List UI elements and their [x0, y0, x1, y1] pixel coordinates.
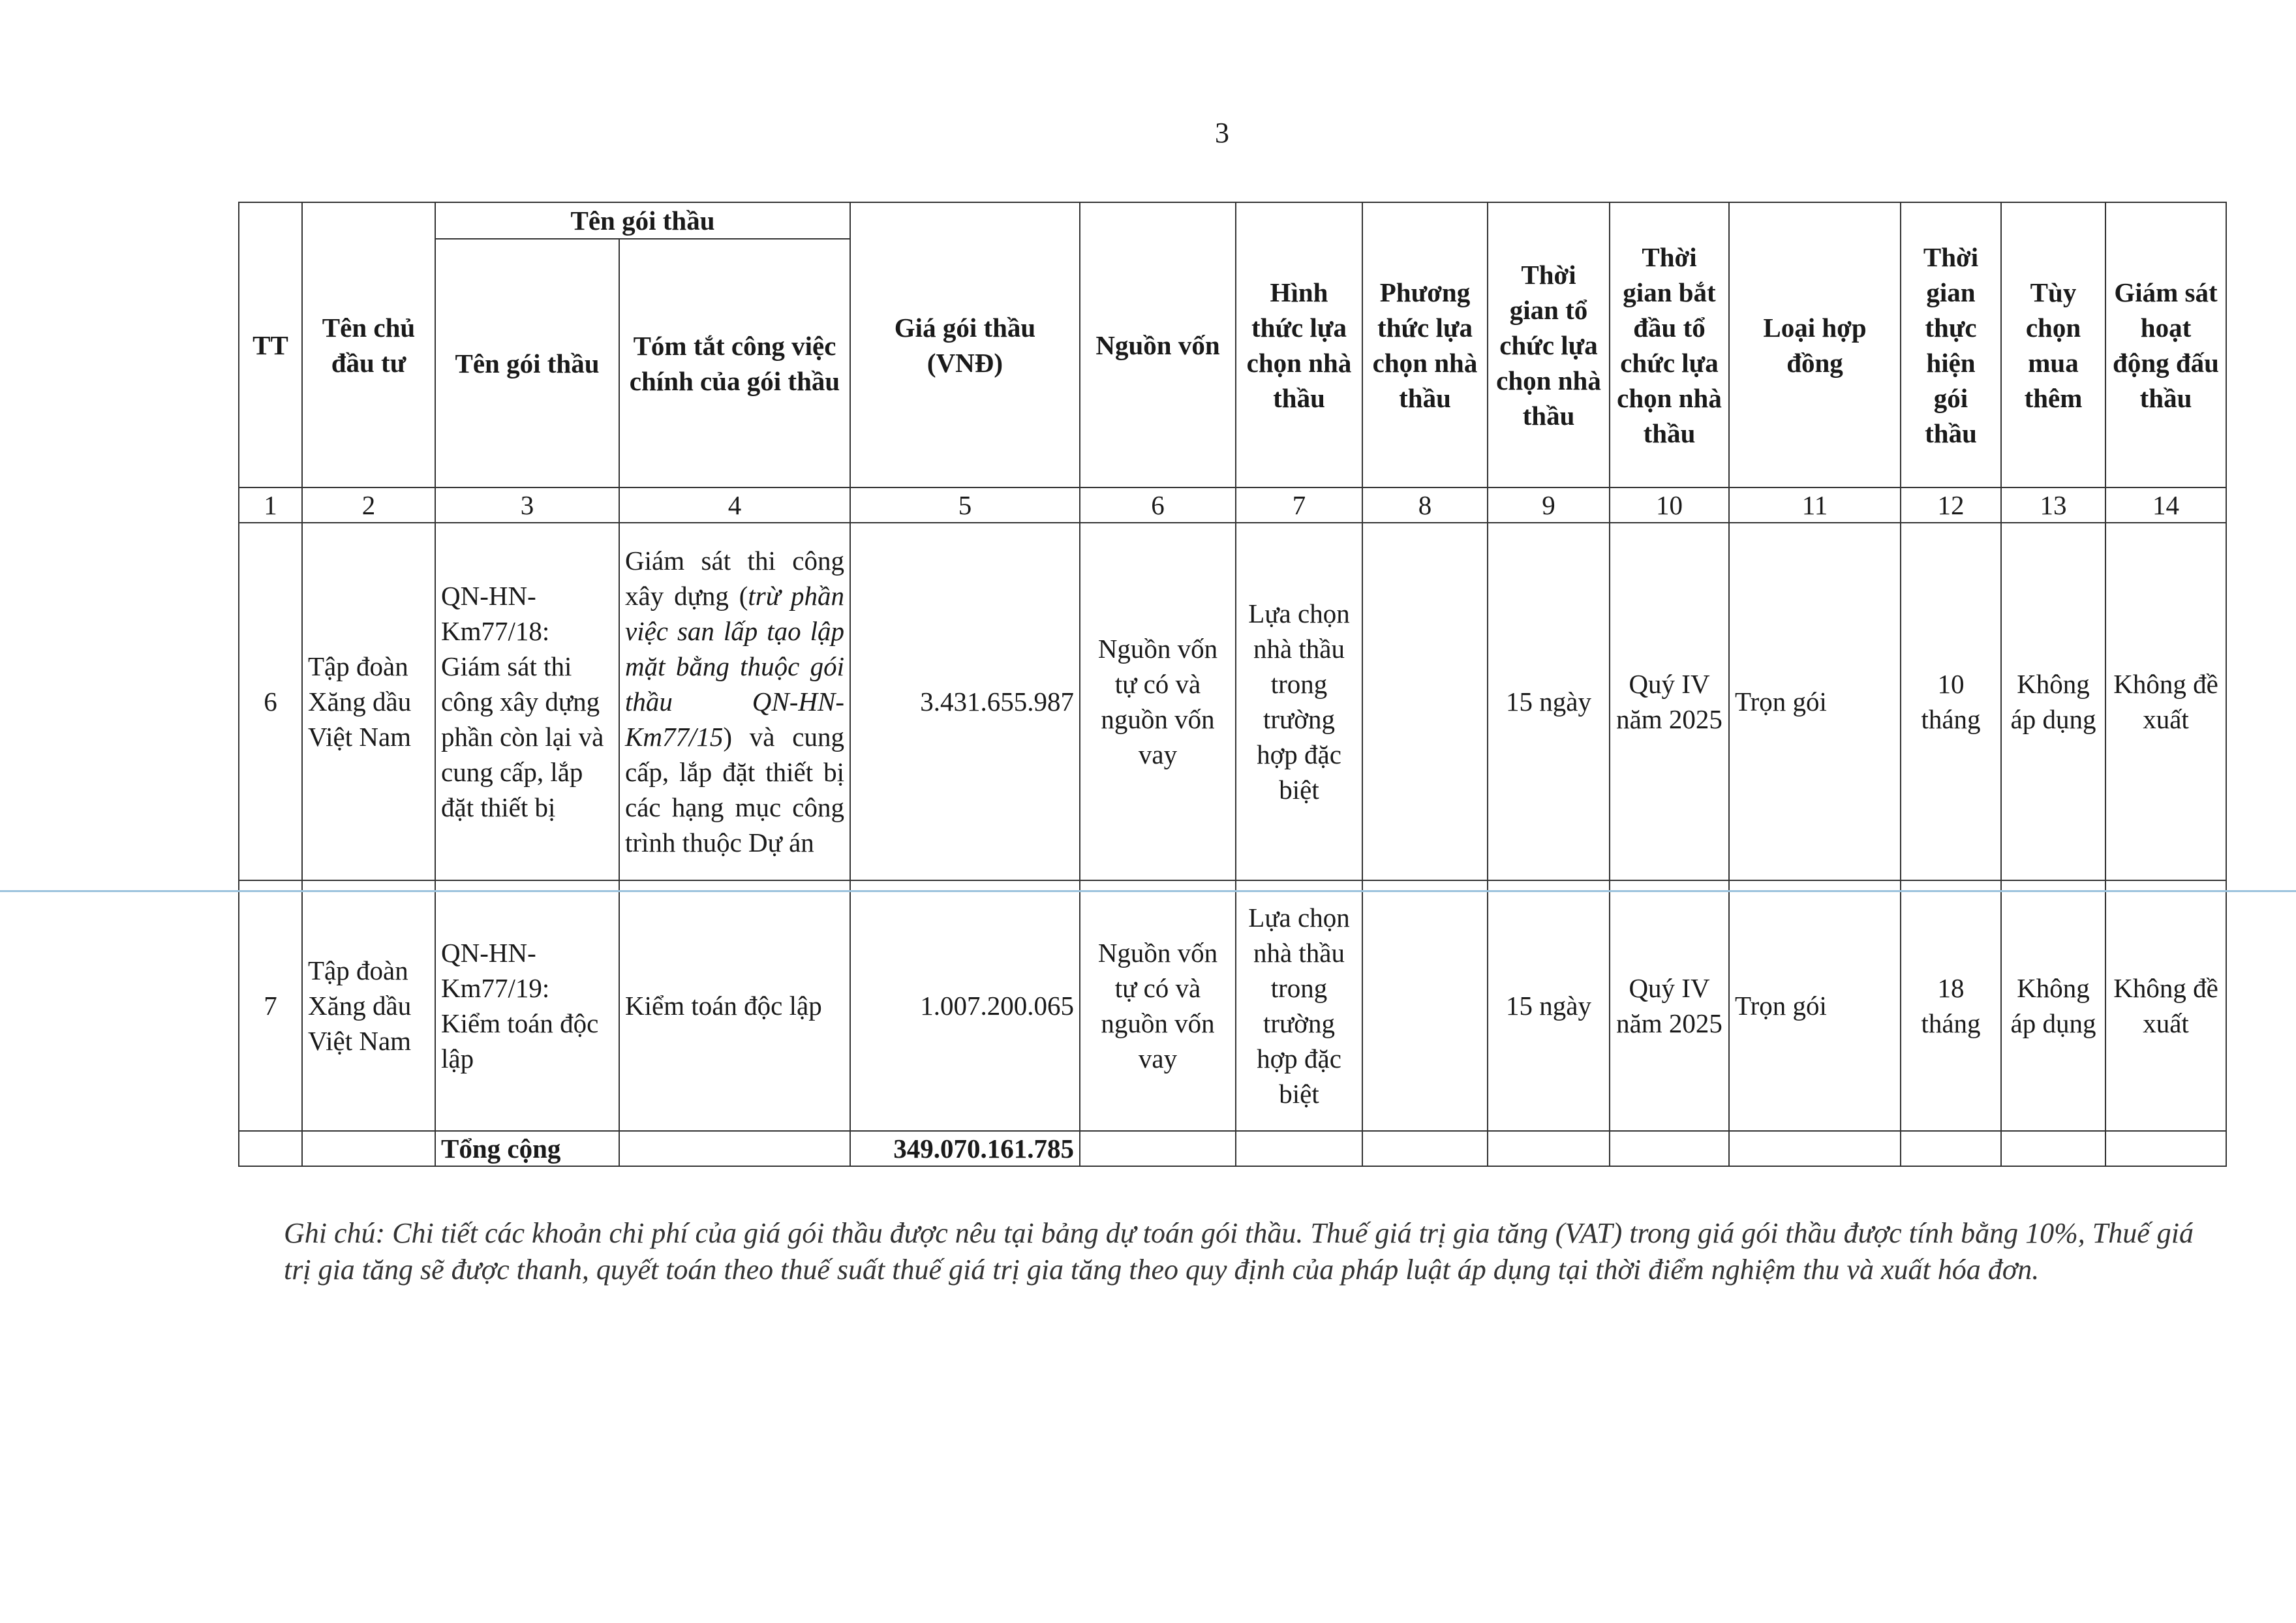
- tt-cell: 6: [239, 523, 302, 880]
- header-fund: Nguồn vốn: [1080, 202, 1236, 487]
- start-time-cell: Quý IV năm 2025: [1610, 880, 1729, 1131]
- method-cell: [1362, 880, 1488, 1131]
- empty-cell: [2105, 1131, 2226, 1166]
- col-num: 1: [239, 487, 302, 523]
- header-price: Giá gói thầu (VNĐ): [850, 202, 1080, 487]
- header-row: [239, 202, 2226, 239]
- empty-cell: [1901, 1131, 2001, 1166]
- summary-cell: [619, 523, 850, 880]
- option-cell: Không áp dụng: [2001, 523, 2105, 880]
- empty-cell: [1729, 1131, 1901, 1166]
- header-start-time: Thời gian bắt đầu tổ chức lựa chọn nhà thầu: [1610, 202, 1729, 487]
- bid-package-table: [238, 202, 2227, 1167]
- form-cell: Lựa chọn nhà thầu trong trường hợp đặc biệt: [1236, 880, 1362, 1131]
- header-summary: Tóm tắt công việc chính của gói thầu: [619, 239, 850, 487]
- fund-cell: Nguồn vốn tự có và nguồn vốn vay: [1080, 523, 1236, 880]
- package-cell: QN-HN-Km77/19: Kiểm toán độc lập: [435, 880, 619, 1131]
- header-tt: TT: [239, 202, 302, 487]
- empty-cell: [1362, 1131, 1488, 1166]
- col-num: 4: [619, 487, 850, 523]
- header-monitoring: Giám sát hoạt động đấu thầu: [2105, 202, 2226, 487]
- empty-cell: [619, 1131, 850, 1166]
- total-row: [239, 1131, 2226, 1166]
- select-time-cell: 15 ngày: [1488, 523, 1610, 880]
- header-investor: Tên chủ đầu tư: [302, 202, 435, 487]
- empty-cell: [2001, 1131, 2105, 1166]
- header-option: Tùy chọn mua thêm: [2001, 202, 2105, 487]
- col-num: 10: [1610, 487, 1729, 523]
- summary-text: ) và cung cấp, lắp đặt thiết bị các hạng mục công trình thuộc Dự án: [625, 722, 844, 858]
- investor-cell: Tập đoàn Xăng dầu Việt Nam: [302, 880, 435, 1131]
- col-num: 14: [2105, 487, 2226, 523]
- header-duration: Thời gian thực hiện gói thầu: [1901, 202, 2001, 487]
- contract-cell: Trọn gói: [1729, 880, 1901, 1131]
- col-num: 2: [302, 487, 435, 523]
- col-num: 7: [1236, 487, 1362, 523]
- fund-cell: Nguồn vốn tự có và nguồn vốn vay: [1080, 880, 1236, 1131]
- summary-cell: Kiểm toán độc lập: [619, 880, 850, 1131]
- total-value: 349.070.161.785: [850, 1131, 1080, 1166]
- header-group: Tên gói thầu: [435, 202, 850, 239]
- investor-cell: Tập đoàn Xăng dầu Việt Nam: [302, 523, 435, 880]
- col-num: 9: [1488, 487, 1610, 523]
- price-cell: 1.007.200.065: [850, 880, 1080, 1131]
- select-time-cell: 15 ngày: [1488, 880, 1610, 1131]
- table-row: [239, 880, 2226, 1131]
- price-cell: 3.431.655.987: [850, 523, 1080, 880]
- col-num: 3: [435, 487, 619, 523]
- method-cell: [1362, 523, 1488, 880]
- column-number-row: [239, 487, 2226, 523]
- header-package: Tên gói thầu: [435, 239, 619, 487]
- table-row: [239, 523, 2226, 880]
- total-label: Tổng cộng: [435, 1131, 619, 1166]
- col-num: 8: [1362, 487, 1488, 523]
- col-num: 11: [1729, 487, 1901, 523]
- summary-italic-text: trừ phần việc san lấp tạo lập mặt bằng thuộc gói thầu QN-HN-Km77/15: [625, 581, 844, 752]
- package-cell: QN-HN-Km77/18: Giám sát thi công xây dựng phần còn lại và cung cấp, lắp đặt thiết bị: [435, 523, 619, 880]
- col-num: 6: [1080, 487, 1236, 523]
- footnote: Ghi chú: Chi tiết các khoản chi phí của giá gói thầu được nêu tại bảng dự toán gói thầu. Thuế giá trị gia tăng (VAT) trong giá gói thầu được tính bằng 10%, Thuế giá trị gia tăng sẽ được thanh, quyết toán theo thuế suất thuế giá trị gia tăng theo quy định của pháp luật áp dụng tại thời điểm nghiệm thu và xuất hóa đơn.: [284, 1217, 2194, 1286]
- duration-cell: 18 tháng: [1901, 880, 2001, 1131]
- tt-cell: 7: [239, 880, 302, 1131]
- page-number: 3: [1215, 117, 1229, 149]
- empty-cell: [239, 1131, 302, 1166]
- empty-cell: [1080, 1131, 1236, 1166]
- scan-artifact-line: [0, 890, 2296, 892]
- col-num: 5: [850, 487, 1080, 523]
- header-method: Phương thức lựa chọn nhà thầu: [1362, 202, 1488, 487]
- empty-cell: [1610, 1131, 1729, 1166]
- summary-text: Giám sát thi công xây dựng (: [625, 546, 844, 611]
- empty-cell: [1488, 1131, 1610, 1166]
- empty-cell: [302, 1131, 435, 1166]
- monitoring-cell: Không đề xuất: [2105, 523, 2226, 880]
- monitoring-cell: Không đề xuất: [2105, 880, 2226, 1131]
- header-contract: Loại hợp đồng: [1729, 202, 1901, 487]
- header-form: Hình thức lựa chọn nhà thầu: [1236, 202, 1362, 487]
- start-time-cell: Quý IV năm 2025: [1610, 523, 1729, 880]
- duration-cell: 10 tháng: [1901, 523, 2001, 880]
- option-cell: Không áp dụng: [2001, 880, 2105, 1131]
- col-num: 12: [1901, 487, 2001, 523]
- col-num: 13: [2001, 487, 2105, 523]
- empty-cell: [1236, 1131, 1362, 1166]
- contract-cell: Trọn gói: [1729, 523, 1901, 880]
- header-select-time: Thời gian tổ chức lựa chọn nhà thầu: [1488, 202, 1610, 487]
- form-cell: Lựa chọn nhà thầu trong trường hợp đặc biệt: [1236, 523, 1362, 880]
